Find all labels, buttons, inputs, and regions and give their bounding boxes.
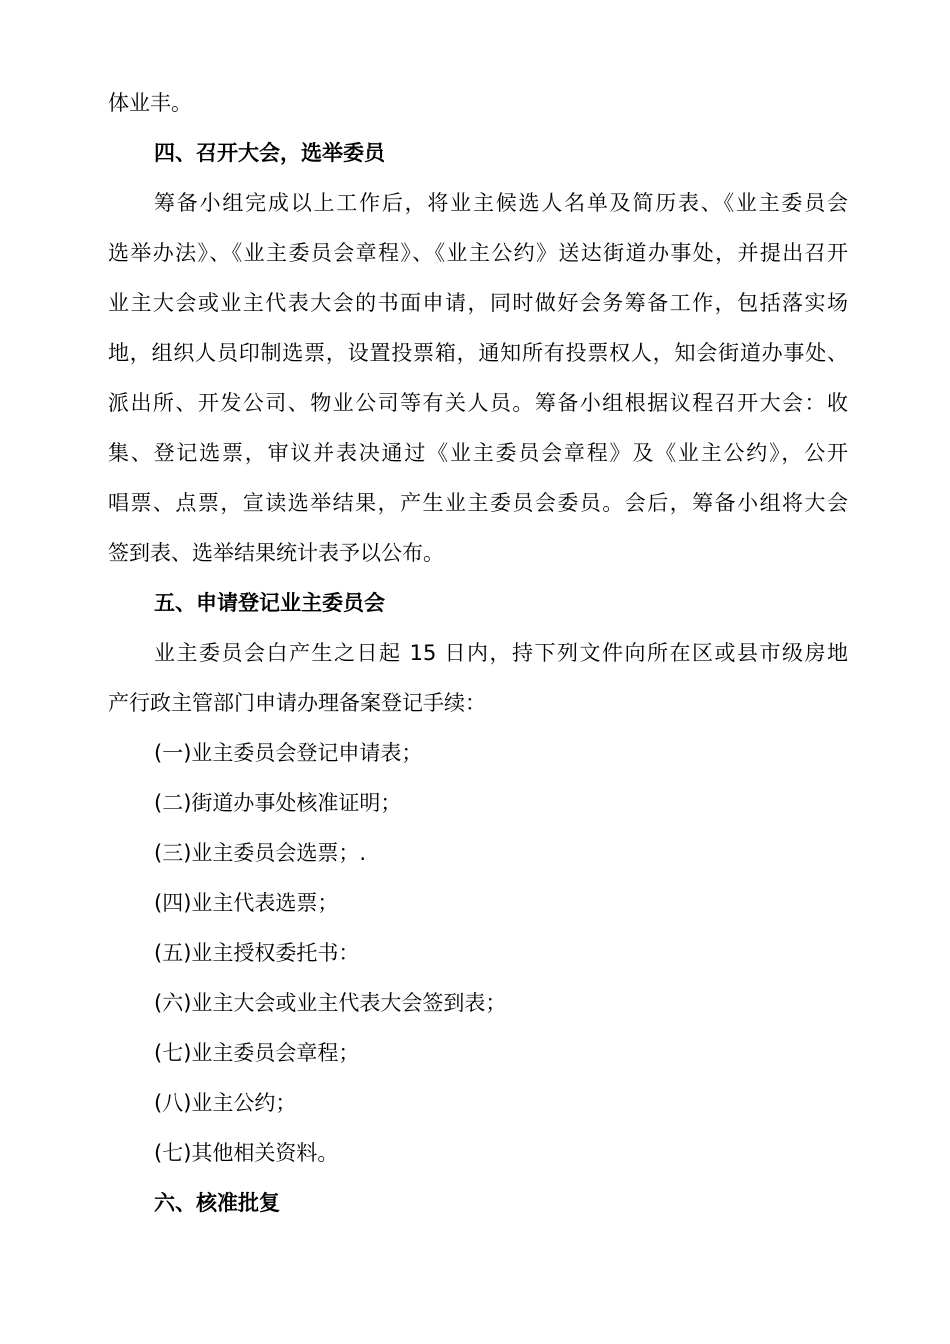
list-item: (五)业主授权委托书： [154,941,360,965]
list-item: (三)业主委员会选票；. [154,841,367,865]
section-heading-6: 六、核准批复 [154,1191,280,1215]
list-item: (四)业主代表选票； [154,891,339,915]
section-heading-4: 四、召开大会，选举委员 [154,141,385,165]
paragraph-line: 业主大会或业主代表大会的书面申请，同时做好会务筹备工作，包括落实场 [108,291,848,315]
list-item: (六)业主大会或业主代表大会签到表； [154,991,507,1015]
section-heading-5: 五、申请登记业主委员会 [154,591,385,615]
paragraph-line: 选举办法》、《业主委员会章程》、《业主公约》送达街道办事处，并提出召开 [108,241,848,265]
paragraph-continuation: 体业丰。 [108,91,192,115]
paragraph-line: 地，组织人员印制选票，设置投票箱，通知所有投票权人，知会街道办事处、 [108,341,848,365]
document-body [108,78,848,1228]
paragraph-line: 业主委员会白产生之日起 15 日内，持下列文件向所在区或县市级房地 [154,641,848,665]
list-item: (一)业主委员会登记申请表； [154,741,423,765]
list-item: (七)业主委员会章程； [154,1041,360,1065]
list-item: (七)其他相关资料。 [154,1141,339,1165]
list-item: (八)业主公约； [154,1091,297,1115]
paragraph-line: 唱票、点票，宣读选举结果，产生业主委员会委员。会后，筹备小组将大会 [108,491,848,515]
paragraph-line: 集、登记选票，审议并表决通过《业主委员会章程》及《业主公约》，公开 [108,441,848,465]
paragraph-line: 产行政主管部门申请办理备案登记手续： [108,691,486,715]
paragraph-line: 筹备小组完成以上工作后，将业主候选人名单及简历表、《业主委员会 [154,191,848,215]
list-item: (二)街道办事处核准证明； [154,791,402,815]
paragraph-line: 派出所、开发公司、物业公司等有关人员。筹备小组根据议程召开大会：收 [108,391,848,415]
paragraph-line: 签到表、选举结果统计表予以公布。 [108,541,444,565]
